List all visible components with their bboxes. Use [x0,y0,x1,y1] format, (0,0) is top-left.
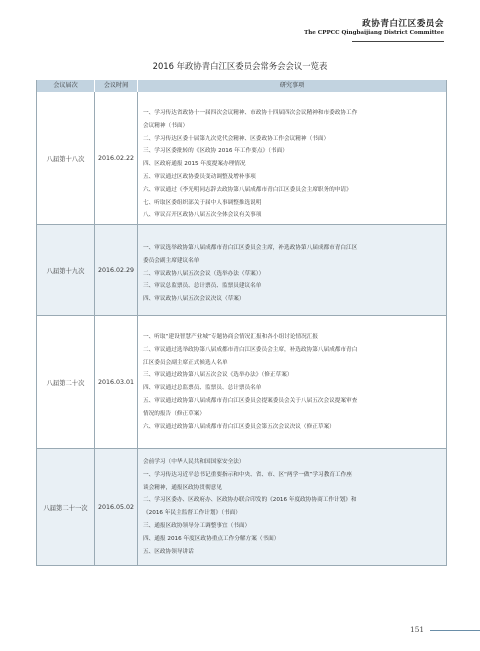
agenda-item: 七、听取区委组织部关于届中人事调整推选说明 [143,199,262,206]
agenda-item: 二、审议政协八届五次会议（选举办法（草案）） [143,270,265,277]
agenda-item: 二、学习区委办、区政府办、区政协办联合印发的《2016 年度政协协商工作计划》和 [143,497,357,504]
agenda-item: 三、审议通过政协第八届五次会议《选举办法》（修正草案） [143,372,293,379]
agenda-item: 一、审议选举政协第八届成都市青白江区委员会主席，补选政协第八届成都市青白江区 [143,245,358,251]
agenda-item: 四、通报 2016 年度区政协重点工作分解方案（书面） [143,535,280,542]
row-items [138,225,446,315]
header-subtitle: The CPPCC Qingbaijiang District Committee [304,30,444,36]
agenda-item: 五、区政协领导讲话 [143,548,194,555]
agenda-item: 谈会精神，通报区政协贯彻意见 [143,484,222,491]
row-date: 2016.05.02 [95,449,138,565]
agenda-item: 一、学习传达习近平总书记重要指示和中央、省、市、区“两学一做”学习教育工作座 [143,471,352,478]
table-row [37,225,446,316]
row-date: 2016.02.29 [95,225,138,315]
row-items [138,316,446,448]
table-row [37,92,446,225]
agenda-item: 四、区政府通报 2015 年度提案办理情况 [143,161,246,168]
meeting-table [36,80,447,566]
row-session: 八届第二十次 [37,316,95,448]
agenda-item: 四、审议政协八届五次会议决议（草案） [143,296,245,303]
row-session: 八届第十九次 [37,225,95,315]
footer-rule [430,630,480,631]
agenda-item: 江区委员会副主席正式候选人名单 [143,359,228,366]
agenda-item: 六、审议通过《李光明同志辞去政协第八届成都市青白江区委员会主席职务的申请》 [143,186,352,193]
row-session: 八届第十八次 [37,92,95,224]
column-header-session: 会议届次 [37,80,95,92]
row-date: 2016.02.22 [95,92,138,224]
agenda-item: 一、听取“建设智慧产业城”专题协商会情况汇报和各小组讨论情况汇报 [143,334,319,340]
row-date: 2016.03.01 [95,316,138,448]
agenda-item: 情况的报告（修正草案） [143,410,206,417]
agenda-item: 一、学习传达省政协十一届四次会议精神、市政协十四届四次会议精神和市委政协工作 [143,110,358,116]
header-title: 政协青白江区委员会 [362,19,444,29]
agenda-item: 八、审议召开区政协八届五次全体会议有关事项 [143,212,262,219]
agenda-item: 会前学习（中华人民共和国国家安全法） [143,459,245,465]
page-number: 151 [410,625,425,634]
agenda-item: 二、学习传达区委十届第九次党代会精神、区委政协工作会议精神（书面） [143,135,330,142]
header-rule [352,41,444,42]
agenda-item: 三、学习区委批转的《区政协 2016 年工作要点》（书面） [143,148,288,155]
agenda-item: 会议精神（书面） [143,122,189,129]
row-items [138,92,446,224]
agenda-item: 二、审议通过选举政协第八届成都市青白江区委员会主席，补选政协第八届成都市青白 [143,346,358,353]
table-row [37,449,446,565]
agenda-item: 三、审议总监票员、总计票员、监票员建议名单 [143,283,262,290]
agenda-item: 五、审议通过区政协委员变动调整及增补事项 [143,173,256,180]
agenda-item: 三、通报区政协领导分工调整事宜（书面） [143,522,251,529]
agenda-item: 委员会副主席建议名单 [143,257,200,264]
agenda-item: 六、审议通过政协第八届成都市青白江区委员会第五次会议决议（修正草案） [143,423,335,430]
agenda-item: 《2016 年民主监督工作计划》（书面） [143,510,241,517]
agenda-item: 四、审议通过总监票员、监票员、总计票员名单 [143,385,262,392]
table-header [37,80,446,92]
agenda-item: 五、审议通过政协第八届成都市青白江区委员会提案委员会关于八届五次会议提案审查 [143,397,358,404]
document-title: 2016 年政协青白江区委员会常务会会议一览表 [152,61,328,71]
row-session: 八届第二十一次 [37,449,95,565]
table-row [37,316,446,449]
row-items [138,449,446,565]
column-header-items: 研究事项 [279,82,305,89]
column-header-date: 会议时间 [95,80,138,92]
